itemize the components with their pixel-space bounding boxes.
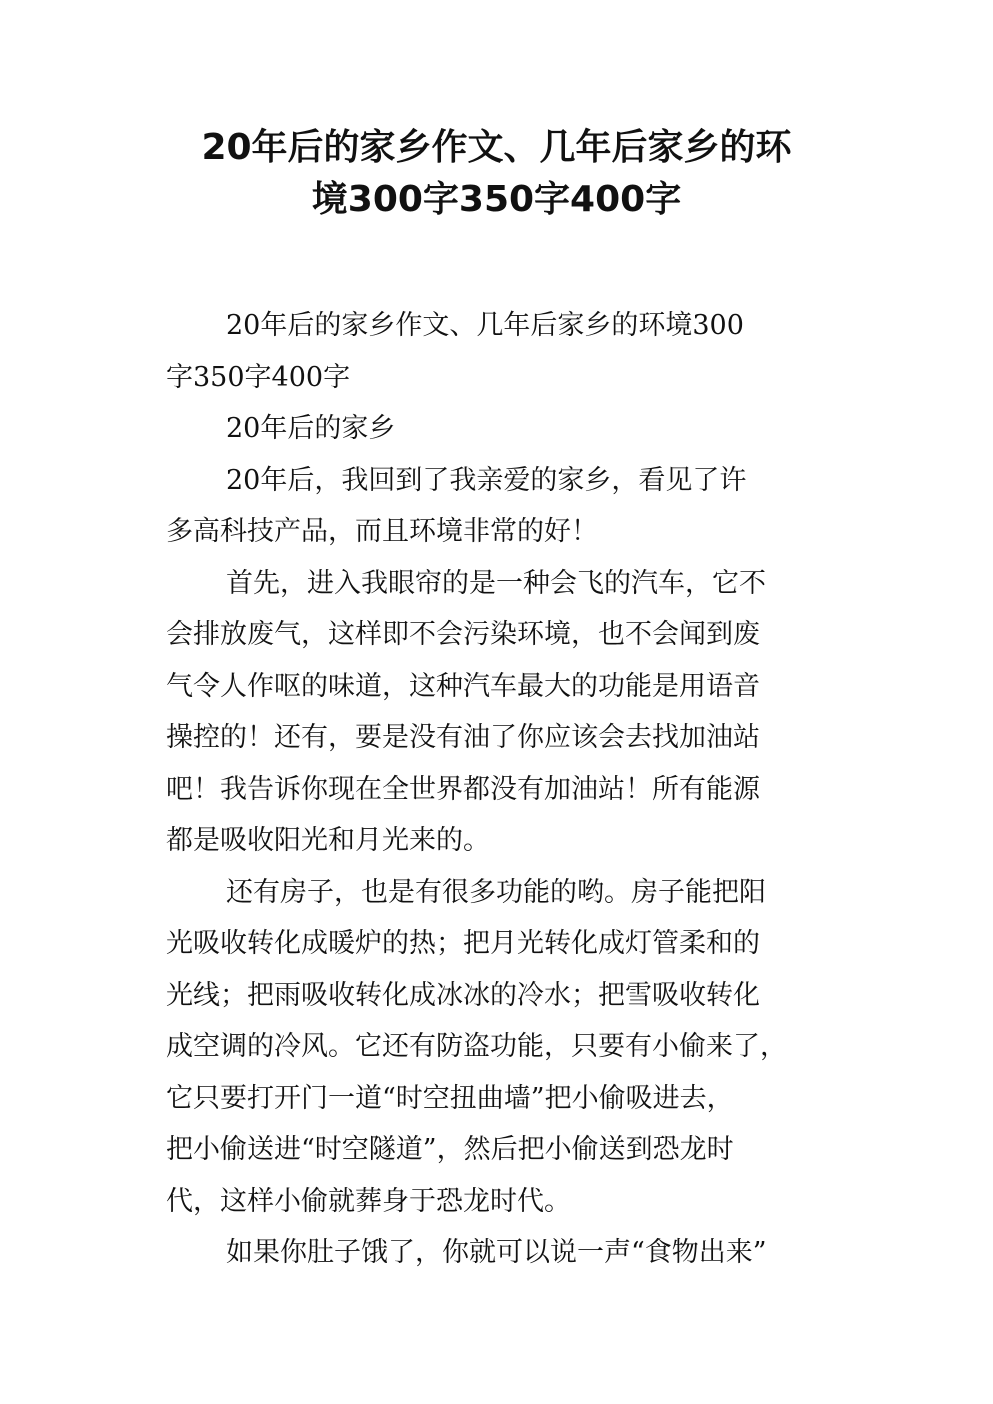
body-line: 代，这样小偷就葬身于恐龙时代。 <box>166 1185 571 1217</box>
body-line: 成空调的冷风。它还有防盗功能，只要有小偷来了， <box>166 1031 787 1062</box>
body-line: 20年后的家乡 <box>226 413 396 444</box>
body-line: 还有房子，也是有很多功能的哟。房子能把阳 <box>226 876 766 908</box>
body-line: 多高科技产品，而且环境非常的好！ <box>166 516 598 547</box>
body-line: 吧！我告诉你现在全世界都没有加油站！所有能源 <box>166 773 760 805</box>
title-line-1: 20年后的家乡作文、几年后家乡的环 <box>201 127 792 168</box>
body-line: 它只要打开门一道“时空扭曲墙”把小偷吸进去， <box>166 1082 734 1114</box>
body-line: 首先，进入我眼帘的是一种会飞的汽车，它不 <box>226 567 766 599</box>
body-line: 如果你肚子饿了，你就可以说一声“食物出来” <box>226 1237 767 1268</box>
body-line: 把小偷送进“时空隧道”，然后把小偷送到恐龙时 <box>166 1134 734 1165</box>
body-line: 气令人作呕的味道，这种汽车最大的功能是用语音 <box>166 670 760 702</box>
body-line: 20年后，我回到了我亲爱的家乡，看见了许 <box>226 464 747 496</box>
title-line-2: 境300字350字400字 <box>311 179 682 220</box>
body-line: 操控的！还有，要是没有油了你应该会去找加油站 <box>166 722 760 753</box>
document-body <box>166 300 846 1279</box>
document-title <box>100 122 893 226</box>
body-line: 20年后的家乡作文、几年后家乡的环境300 <box>226 310 744 341</box>
body-line: 光吸收转化成暖炉的热；把月光转化成灯管柔和的 <box>166 928 760 959</box>
body-line: 字350字400字 <box>166 361 351 393</box>
body-line: 会排放废气，这样即不会污染环境，也不会闻到废 <box>166 619 760 650</box>
body-line: 都是吸收阳光和月光来的。 <box>166 825 490 856</box>
body-line: 光线；把雨吸收转化成冰冰的冷水；把雪吸收转化 <box>166 979 760 1011</box>
